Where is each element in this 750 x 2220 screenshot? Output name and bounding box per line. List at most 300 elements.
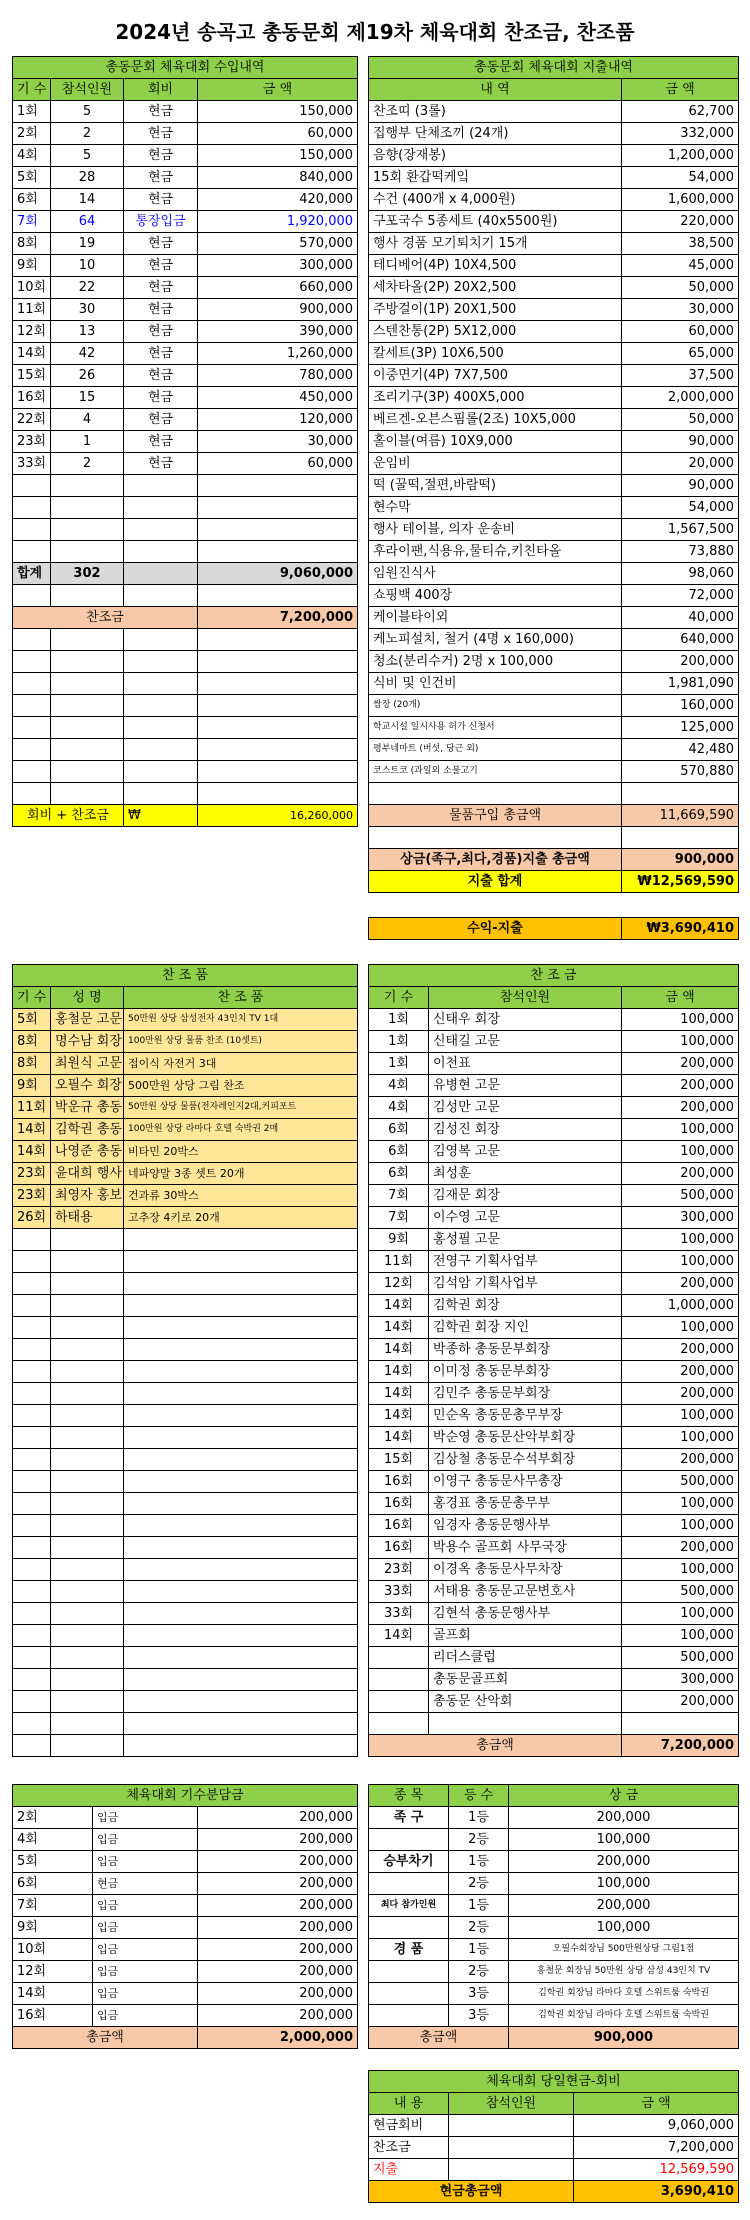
donations-col-gisu: 기 수 — [369, 987, 429, 1009]
table-row — [13, 431, 358, 453]
table-row — [369, 1383, 739, 1405]
donations-gisu: 6회 — [369, 1163, 429, 1185]
income-grand-currency: ₩ — [124, 805, 198, 827]
empty-row — [13, 695, 358, 717]
table-row — [369, 1647, 739, 1669]
donations-amount: 100,000 — [622, 1493, 739, 1515]
empty-cell — [51, 1383, 124, 1405]
prizes-total-label: 총금액 — [369, 2027, 509, 2049]
table-row — [369, 453, 739, 475]
empty-cell — [198, 541, 358, 563]
table-row — [369, 277, 739, 299]
expense-item: 임원진식사 — [369, 563, 622, 585]
gifts-item: 50만원 상당 물품(전자레인지2대,커피포트 — [124, 1097, 358, 1119]
gifts-item: 100만원 상당 라마다 호텔 숙박권 2매 — [124, 1119, 358, 1141]
donations-name: 골프회 — [429, 1625, 622, 1647]
donations-gisu — [369, 1647, 429, 1669]
cash-col-amount: 금 액 — [574, 2093, 739, 2115]
gifts-gisu: 26회 — [13, 1207, 51, 1229]
table-row — [369, 1917, 739, 1939]
expense-table — [368, 56, 739, 893]
expense-prize-amount: 900,000 — [622, 849, 739, 871]
donations-gisu: 16회 — [369, 1493, 429, 1515]
share-gisu: 4회 — [13, 1829, 93, 1851]
cash-table — [368, 2070, 739, 2203]
net-label: 수익-지출 — [369, 918, 622, 940]
empty-cell — [13, 783, 51, 805]
empty-cell — [51, 1449, 124, 1471]
empty-cell — [124, 1471, 358, 1493]
empty-cell — [198, 717, 358, 739]
empty-cell — [51, 1735, 124, 1757]
empty-cell — [124, 1229, 358, 1251]
empty-row — [13, 1493, 358, 1515]
table-row — [369, 101, 739, 123]
empty-cell — [124, 475, 198, 497]
expense-amount: 50,000 — [622, 277, 739, 299]
expense-prize-label: 상금(족구,최다,경품)지출 총금액 — [369, 849, 622, 871]
table-row — [369, 2115, 739, 2137]
share-type: 입금 — [93, 1851, 198, 1873]
empty-cell — [198, 783, 358, 805]
income-gisu: 15회 — [13, 365, 51, 387]
donations-amount: 200,000 — [622, 1075, 739, 1097]
share-amount: 200,000 — [198, 1917, 358, 1939]
income-gisu: 6회 — [13, 189, 51, 211]
cash-count — [449, 2159, 574, 2181]
table-row — [13, 365, 358, 387]
income-gisu: 14회 — [13, 343, 51, 365]
expense-item: 쇼핑백 400장 — [369, 585, 622, 607]
empty-cell — [51, 761, 124, 783]
expense-amount: 200,000 — [622, 651, 739, 673]
income-fee: 현금 — [124, 255, 198, 277]
income-table — [12, 56, 358, 827]
income-amount: 150,000 — [198, 145, 358, 167]
gifts-gisu: 8회 — [13, 1053, 51, 1075]
empty-cell — [124, 1559, 358, 1581]
expense-item: 후라이팬,식용유,물티슈,키친타올 — [369, 541, 622, 563]
expense-item: 식비 및 인건비 — [369, 673, 622, 695]
gifts-name: 명수남 회장 — [51, 1031, 124, 1053]
donations-amount: 100,000 — [622, 1515, 739, 1537]
donations-amount: 100,000 — [622, 1141, 739, 1163]
cash-col-count: 참석인원 — [449, 2093, 574, 2115]
empty-cell — [13, 1669, 51, 1691]
donations-gisu: 14회 — [369, 1625, 429, 1647]
table-row — [369, 211, 739, 233]
donations-amount: 200,000 — [622, 1273, 739, 1295]
empty-cell — [13, 1625, 51, 1647]
cash-content: 지출 — [369, 2159, 449, 2181]
empty-cell — [51, 629, 124, 651]
empty-row — [13, 1405, 358, 1427]
empty-cell — [124, 1603, 358, 1625]
expense-amount: 1,200,000 — [622, 145, 739, 167]
prizes-event — [369, 1829, 449, 1851]
donations-gisu: 1회 — [369, 1009, 429, 1031]
donations-col-name: 참석인원 — [429, 987, 622, 1009]
share-type: 입금 — [93, 1961, 198, 1983]
gifts-col-item: 찬 조 품 — [124, 987, 358, 1009]
cash-amount: 7,200,000 — [574, 2137, 739, 2159]
donations-amount: 200,000 — [622, 1097, 739, 1119]
share-gisu: 5회 — [13, 1851, 93, 1873]
gifts-item: 50만원 상당 삼성전자 43인치 TV 1대 — [124, 1009, 358, 1031]
empty-cell — [51, 1273, 124, 1295]
empty-cell — [51, 695, 124, 717]
prizes-prize: 100,000 — [509, 1829, 739, 1851]
expense-item: 청소(분리수거) 2명 x 100,000 — [369, 651, 622, 673]
donations-name: 홍성필 고문 — [429, 1229, 622, 1251]
donations-name: 이영구 총동문사무총장 — [429, 1471, 622, 1493]
table-row — [369, 1691, 739, 1713]
donations-amount: 200,000 — [622, 1383, 739, 1405]
prizes-prize: 김학권 회장님 라마다 호텔 스위트룸 숙박권 — [509, 2005, 739, 2027]
prizes-event — [369, 1983, 449, 2005]
expense-amount: 62,700 — [622, 101, 739, 123]
donations-amount: 100,000 — [622, 1031, 739, 1053]
share-type: 입금 — [93, 1807, 198, 1829]
table-row — [369, 145, 739, 167]
table-row — [369, 1515, 739, 1537]
empty-cell — [124, 1669, 358, 1691]
table-row — [369, 1603, 739, 1625]
share-type: 입금 — [93, 1895, 198, 1917]
expense-item: 떡 (꿀떡,절편,바람떡) — [369, 475, 622, 497]
page-title: 2024년 송곡고 총동문회 제19차 체육대회 찬조금, 찬조품 — [115, 20, 635, 44]
empty-row — [13, 717, 358, 739]
table-row — [13, 1829, 358, 1851]
empty-cell — [51, 1317, 124, 1339]
empty-cell — [124, 1427, 358, 1449]
expense-amount: 54,000 — [622, 167, 739, 189]
cash-total-amount: 3,690,410 — [574, 2181, 739, 2203]
prizes-table — [368, 1784, 739, 2049]
expense-total-label: 지출 합계 — [369, 871, 622, 893]
income-count: 5 — [51, 101, 124, 123]
empty-cell — [13, 1449, 51, 1471]
donations-gisu: 14회 — [369, 1295, 429, 1317]
table-row — [13, 1961, 358, 1983]
donations-name: 김재문 회장 — [429, 1185, 622, 1207]
prizes-rank: 2등 — [449, 1873, 509, 1895]
gifts-gisu: 5회 — [13, 1009, 51, 1031]
cash-count — [449, 2115, 574, 2137]
gifts-gisu: 14회 — [13, 1141, 51, 1163]
empty-cell — [13, 1229, 51, 1251]
share-type: 입금 — [93, 1829, 198, 1851]
empty-cell — [124, 1295, 358, 1317]
donations-gisu: 9회 — [369, 1229, 429, 1251]
table-row — [369, 189, 739, 211]
table-row — [369, 2005, 739, 2027]
prizes-rank: 2등 — [449, 1961, 509, 1983]
prizes-prize: 100,000 — [509, 1917, 739, 1939]
prizes-event: 족 구 — [369, 1807, 449, 1829]
table-row — [369, 2159, 739, 2181]
income-amount: 30,000 — [198, 431, 358, 453]
donations-amount: 300,000 — [622, 1669, 739, 1691]
empty-cell — [13, 1427, 51, 1449]
table-row — [369, 1009, 739, 1031]
income-gisu: 8회 — [13, 233, 51, 255]
empty-cell — [13, 651, 51, 673]
table-row — [13, 211, 358, 233]
expense-item: 행사 경품 모기퇴치기 15개 — [369, 233, 622, 255]
expense-amount: 40,000 — [622, 607, 739, 629]
donations-name: 박순영 총동문산악부회장 — [429, 1427, 622, 1449]
empty-cell — [198, 629, 358, 651]
table-row — [13, 2005, 358, 2027]
table-row — [369, 1031, 739, 1053]
gifts-item: 건과류 30박스 — [124, 1185, 358, 1207]
donations-name: 서태용 총동문고문변호사 — [429, 1581, 622, 1603]
gifts-name: 최원식 고문 — [51, 1053, 124, 1075]
empty-row — [13, 541, 358, 563]
table-row — [369, 1075, 739, 1097]
prizes-prize: 200,000 — [509, 1895, 739, 1917]
donations-name: 신태길 고문 — [429, 1031, 622, 1053]
donations-amount: 200,000 — [622, 1449, 739, 1471]
table-row — [13, 1873, 358, 1895]
gifts-gisu: 8회 — [13, 1031, 51, 1053]
prizes-prize: 200,000 — [509, 1851, 739, 1873]
gifts-name: 홍철문 고문 — [51, 1009, 124, 1031]
donations-amount: 500,000 — [622, 1185, 739, 1207]
prizes-rank: 2등 — [449, 1829, 509, 1851]
empty-cell — [124, 1691, 358, 1713]
table-row — [369, 1537, 739, 1559]
prizes-total-amount: 900,000 — [509, 2027, 739, 2049]
donations-name: 김영복 고문 — [429, 1141, 622, 1163]
empty-cell — [198, 673, 358, 695]
expense-amount: 332,000 — [622, 123, 739, 145]
share-type: 현금 — [93, 1873, 198, 1895]
cash-content: 찬조금 — [369, 2137, 449, 2159]
donations-amount: 100,000 — [622, 1229, 739, 1251]
empty-row — [13, 1471, 358, 1493]
expense-amount: 90,000 — [622, 475, 739, 497]
income-amount: 450,000 — [198, 387, 358, 409]
donations-gisu: 33회 — [369, 1581, 429, 1603]
empty-cell — [13, 1471, 51, 1493]
table-row — [369, 695, 739, 717]
share-header: 체육대회 기수분담금 — [13, 1785, 358, 1807]
table-row — [369, 1317, 739, 1339]
table-row — [369, 607, 739, 629]
table-row — [13, 1009, 358, 1031]
table-row — [369, 1581, 739, 1603]
empty-cell — [124, 1317, 358, 1339]
donations-amount: 100,000 — [622, 1625, 739, 1647]
prizes-rank: 1등 — [449, 1807, 509, 1829]
expense-amount: 98,060 — [622, 563, 739, 585]
empty-cell — [13, 629, 51, 651]
empty-cell — [51, 1515, 124, 1537]
income-fee: 현금 — [124, 365, 198, 387]
income-fee: 현금 — [124, 453, 198, 475]
table-row — [369, 541, 739, 563]
income-fee: 통장입금 — [124, 211, 198, 233]
expense-amount: 45,000 — [622, 255, 739, 277]
table-row — [13, 1163, 358, 1185]
table-row — [369, 1097, 739, 1119]
prizes-prize: 200,000 — [509, 1807, 739, 1829]
income-gisu: 16회 — [13, 387, 51, 409]
table-row — [369, 1361, 739, 1383]
prizes-prize: 100,000 — [509, 1873, 739, 1895]
donations-amount: 300,000 — [622, 1207, 739, 1229]
donations-table — [368, 964, 739, 1757]
donations-amount: 100,000 — [622, 1603, 739, 1625]
donations-amount: 100,000 — [622, 1317, 739, 1339]
donations-gisu: 23회 — [369, 1559, 429, 1581]
share-gisu: 7회 — [13, 1895, 93, 1917]
expense-amount: 30,000 — [622, 299, 739, 321]
expense-item: 코스트코 (과일외 소불고기 — [369, 761, 622, 783]
empty-row — [13, 1559, 358, 1581]
donations-gisu: 15회 — [369, 1449, 429, 1471]
income-gisu: 12회 — [13, 321, 51, 343]
empty-row — [13, 1449, 358, 1471]
empty-cell — [13, 1691, 51, 1713]
table-row — [13, 167, 358, 189]
table-row — [13, 1895, 358, 1917]
income-amount: 1,920,000 — [198, 211, 358, 233]
cash-count — [449, 2137, 574, 2159]
income-grand-amount: 16,260,000 — [198, 805, 358, 827]
donations-gisu: 14회 — [369, 1427, 429, 1449]
gifts-item: 비타민 20박스 — [124, 1141, 358, 1163]
empty-cell — [13, 1603, 51, 1625]
table-row — [13, 409, 358, 431]
donations-gisu: 7회 — [369, 1185, 429, 1207]
income-amount: 570,000 — [198, 233, 358, 255]
donations-amount: 200,000 — [622, 1339, 739, 1361]
gifts-header: 찬 조 품 — [13, 965, 358, 987]
prizes-event — [369, 1917, 449, 1939]
empty-cell — [124, 783, 198, 805]
table-row — [369, 1669, 739, 1691]
empty-row — [13, 519, 358, 541]
empty-cell — [13, 497, 51, 519]
table-row — [13, 1031, 358, 1053]
expense-amount: 42,480 — [622, 739, 739, 761]
empty-cell — [51, 1229, 124, 1251]
table-row — [13, 1075, 358, 1097]
expense-item: 테디베어(4P) 10X4,500 — [369, 255, 622, 277]
share-total-label: 총금액 — [13, 2027, 198, 2049]
empty-row — [13, 1713, 358, 1735]
income-amount: 900,000 — [198, 299, 358, 321]
table-row — [13, 343, 358, 365]
share-amount: 200,000 — [198, 1807, 358, 1829]
empty-cell — [124, 1625, 358, 1647]
prizes-rank: 3등 — [449, 2005, 509, 2027]
empty-cell — [13, 1383, 51, 1405]
table-row — [13, 387, 358, 409]
income-count: 14 — [51, 189, 124, 211]
prizes-event — [369, 1961, 449, 1983]
empty-cell — [124, 541, 198, 563]
expense-item: 행사 테이블, 의자 운송비 — [369, 519, 622, 541]
income-fee: 현금 — [124, 189, 198, 211]
donations-name: 김학권 회장 — [429, 1295, 622, 1317]
empty-cell — [51, 1625, 124, 1647]
expense-item: 주방걸이(1P) 20X1,500 — [369, 299, 622, 321]
empty-cell — [51, 1691, 124, 1713]
table-row — [369, 1961, 739, 1983]
empty-cell — [124, 673, 198, 695]
donations-gisu: 14회 — [369, 1339, 429, 1361]
donations-amount: 200,000 — [622, 1053, 739, 1075]
empty-cell — [198, 651, 358, 673]
share-gisu: 10회 — [13, 1939, 93, 1961]
table-row — [369, 343, 739, 365]
income-fee: 현금 — [124, 233, 198, 255]
income-amount: 120,000 — [198, 409, 358, 431]
donations-name: 홍경표 총동문총무부 — [429, 1493, 622, 1515]
income-count: 22 — [51, 277, 124, 299]
income-col-count: 참석인원 — [51, 79, 124, 101]
gifts-item: 100만원 상당 물품 찬조 (10셋트) — [124, 1031, 358, 1053]
income-fee: 현금 — [124, 343, 198, 365]
table-row — [369, 1053, 739, 1075]
income-gisu: 11회 — [13, 299, 51, 321]
gifts-item: 접이식 자전거 3대 — [124, 1053, 358, 1075]
table-row — [369, 1163, 739, 1185]
prizes-rank: 3등 — [449, 1983, 509, 2005]
empty-cell — [124, 1713, 358, 1735]
expense-item: 학교시설 일시사용 허가 신청서 — [369, 717, 622, 739]
income-fee: 현금 — [124, 123, 198, 145]
cash-content: 현금회비 — [369, 2115, 449, 2137]
share-table — [12, 1784, 358, 2049]
empty-cell — [13, 717, 51, 739]
expense-amount: 20,000 — [622, 453, 739, 475]
empty-cell — [124, 1273, 358, 1295]
table-row — [13, 101, 358, 123]
expense-amount: 2,000,000 — [622, 387, 739, 409]
empty-cell — [51, 497, 124, 519]
income-amount: 60,000 — [198, 123, 358, 145]
share-amount: 200,000 — [198, 1829, 358, 1851]
empty-cell — [124, 717, 198, 739]
income-fee: 현금 — [124, 277, 198, 299]
gifts-name: 최영자 홍보 — [51, 1185, 124, 1207]
empty-row — [13, 1647, 358, 1669]
empty-cell — [13, 695, 51, 717]
expense-amount: 60,000 — [622, 321, 739, 343]
income-amount: 420,000 — [198, 189, 358, 211]
empty-row — [13, 1669, 358, 1691]
table-row — [13, 277, 358, 299]
table-row — [369, 519, 739, 541]
table-row — [369, 1983, 739, 2005]
income-fee: 현금 — [124, 431, 198, 453]
empty-row — [13, 1581, 358, 1603]
income-fee: 현금 — [124, 299, 198, 321]
share-amount: 200,000 — [198, 1939, 358, 1961]
empty-cell — [124, 761, 198, 783]
donations-gisu — [369, 1669, 429, 1691]
donations-gisu: 16회 — [369, 1537, 429, 1559]
donations-name: 이천표 — [429, 1053, 622, 1075]
empty-cell — [124, 519, 198, 541]
expense-item: 음향(장재봉) — [369, 145, 622, 167]
table-row — [369, 651, 739, 673]
